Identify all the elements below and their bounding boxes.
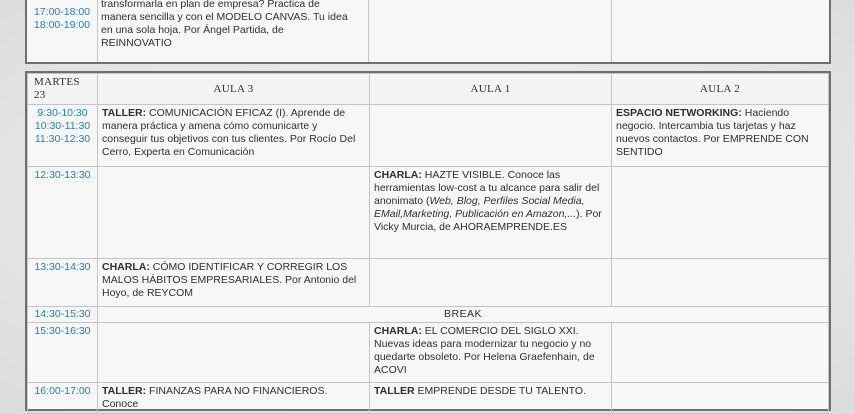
time-cell <box>28 259 98 307</box>
schedule-row <box>28 105 829 167</box>
schedule-panel <box>25 71 831 411</box>
session-text-line: en una sola hoja. Por Ángel Partida, de <box>101 24 284 36</box>
session-description: COMUNICACIÓN EFICAZ (I). Aprende de manera práctica y amena cómo comunicarte y conseguir tus objetivos con tus clientes. Por Rocío Del Cerro, Experta en Comunicación <box>102 107 356 158</box>
session-description-italic: Web, Blog, Perfiles Social Media, EMail,Marketing, Publicación en Amazon,... <box>374 195 585 220</box>
session-type: TALLER: <box>102 385 147 397</box>
time-cell <box>28 167 98 259</box>
previous-time-cell <box>27 0 98 62</box>
time-cell <box>28 323 98 383</box>
session-type: ESPACIO NETWORKING: <box>616 107 742 119</box>
time-slot: 11:30-12:30 <box>34 133 91 145</box>
empty-cell <box>612 323 829 383</box>
time-slot: 14:30-15:30 <box>34 308 91 320</box>
time-slot: 13:30-14:30 <box>34 261 91 273</box>
schedule-row <box>28 259 829 307</box>
break-row <box>28 307 829 323</box>
previous-empty-cell <box>369 0 612 62</box>
session-text-line: manera sencilla y con el MODELO CANVAS. Tu idea <box>101 11 348 23</box>
session-type: CHARLA: <box>374 325 422 337</box>
empty-cell <box>612 259 829 307</box>
previous-day-panel <box>25 0 831 64</box>
schedule-row <box>28 323 829 383</box>
session-description: FINANZAS PARA NO FINANCIEROS. Conoce <box>102 385 328 410</box>
session-cell-aula1 <box>370 167 612 259</box>
session-description: Haciendo negocio. Intercambia tus tarjetas y haz nuevos contactos. Por EMPRENDE CON SENTIDO <box>616 107 809 158</box>
break-label: BREAK <box>98 307 829 323</box>
session-cell-aula1 <box>370 323 612 383</box>
time-cell <box>28 105 98 167</box>
session-text-line: transformarla en plan de empresa? Practica de <box>101 0 320 10</box>
session-cell-aula3 <box>98 259 370 307</box>
empty-cell <box>612 167 829 259</box>
previous-session-cell <box>97 0 369 62</box>
time-slot: 10:30-11:30 <box>34 120 91 132</box>
time-cell <box>28 307 98 323</box>
time-slot: 16:00-17:00 <box>34 385 91 397</box>
time-slot: 18:00-19:00 <box>33 19 91 31</box>
time-slot: 15:30-16:30 <box>34 325 91 337</box>
time-slot: 17:00-18:00 <box>33 6 91 18</box>
session-description: ). Por Vicky Murcia, de AHORAEMPRENDE.ES <box>374 208 602 233</box>
session-type: CHARLA: <box>374 169 422 181</box>
session-type: CHARLA: <box>102 261 150 273</box>
session-description: EL COMERCIO DEL SIGLO XXI. Nuevas ideas para modernizar tu negocio y no quedarte obsoleto. Por Helena Graefenhain, de ACOVI <box>374 325 595 376</box>
session-cell-aula1 <box>370 383 612 414</box>
schedule-row <box>28 167 829 259</box>
room-header-aula2: AULA 2 <box>612 74 829 105</box>
session-description: EMPRENDE DESDE TU TALENTO. <box>414 385 586 397</box>
session-description: CÓMO IDENTIFICAR Y CORREGIR LOS MALOS HÁBITOS EMPRESARIALES. Por Antonio del Hoyo, de REYCOM <box>102 261 357 299</box>
schedule-table <box>27 73 829 414</box>
room-header-aula3: AULA 3 <box>98 74 370 105</box>
day-header: MARTES 23 <box>28 74 98 105</box>
header-row <box>28 74 829 105</box>
schedule-row <box>28 383 829 414</box>
session-type: TALLER <box>374 385 415 397</box>
session-cell-aula3 <box>98 383 370 414</box>
time-cell <box>28 383 98 414</box>
empty-cell <box>370 259 612 307</box>
empty-cell <box>370 105 612 167</box>
empty-cell <box>612 383 829 414</box>
room-header-aula1: AULA 1 <box>370 74 612 105</box>
session-description: HAZTE VISIBLE. Conoce las herramientas low-cost a tu alcance para salir del anonimato ( <box>374 169 600 207</box>
session-text-line: REINNOVATIO <box>101 37 172 49</box>
empty-cell <box>98 323 370 383</box>
previous-empty-cell <box>611 0 829 62</box>
session-cell-aula3 <box>98 105 370 167</box>
session-type: TALLER: <box>102 107 147 119</box>
time-slot: 9:30-10:30 <box>37 107 88 119</box>
time-slot: 12:30-13:30 <box>34 169 91 181</box>
session-cell-aula2 <box>612 105 829 167</box>
empty-cell <box>98 167 370 259</box>
